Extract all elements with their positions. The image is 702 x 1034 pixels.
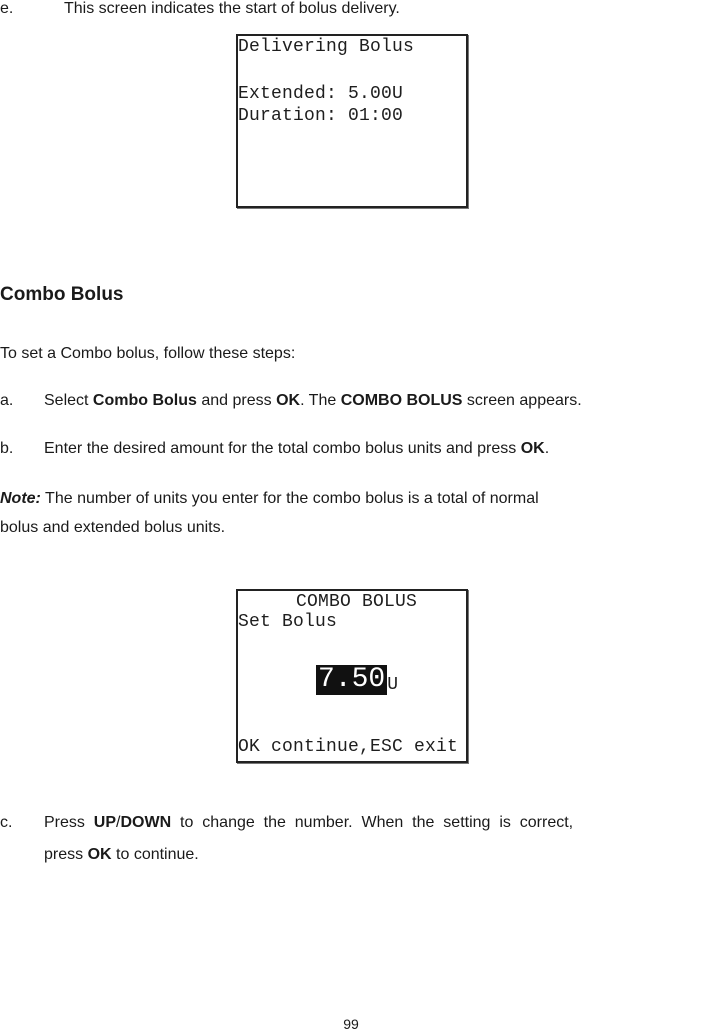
note-line-2: bolus and extended bolus units. — [0, 519, 226, 536]
step-c-letter: c. — [0, 814, 13, 831]
step-b-text: Enter the desired amount for the total combo bolus units and press OK. — [44, 440, 550, 457]
screen-footer: OK continue,ESC exit — [238, 737, 459, 757]
step-c-line-1: Press UP/DOWN to change the number. When the setting is correct, — [44, 814, 574, 831]
screen-line-duration: Duration: 01:00 — [238, 106, 404, 126]
step-a-letter: a. — [0, 392, 14, 409]
step-e-text: This screen indicates the start of bolus delivery. — [64, 0, 400, 17]
step-c-line-2: press OK to continue. — [44, 846, 199, 863]
bolus-value-field — [316, 665, 398, 695]
page-number: 99 — [343, 1016, 359, 1032]
intro-text: To set a Combo bolus, follow these steps: — [0, 345, 296, 362]
step-a-text: Select Combo Bolus and press OK. The COMBO BOLUS screen appears. — [44, 392, 582, 409]
device-screen-delivering — [236, 34, 468, 208]
bolus-value: 7.50 — [318, 664, 386, 695]
screen-line-delivering: Delivering Bolus — [238, 37, 415, 57]
step-e-letter: e. — [0, 0, 14, 17]
screen-title: COMBO BOLUS — [296, 592, 418, 612]
step-b-letter: b. — [0, 440, 14, 457]
note-line-1: Note: The number of units you enter for the combo bolus is a total of normal — [0, 490, 539, 507]
screen-line-extended: Extended: 5.00U — [238, 84, 404, 104]
device-screen-combo-bolus — [236, 589, 468, 763]
screen-subtitle: Set Bolus — [238, 612, 338, 632]
section-title: Combo Bolus — [0, 284, 124, 305]
bolus-unit: U — [387, 675, 399, 695]
